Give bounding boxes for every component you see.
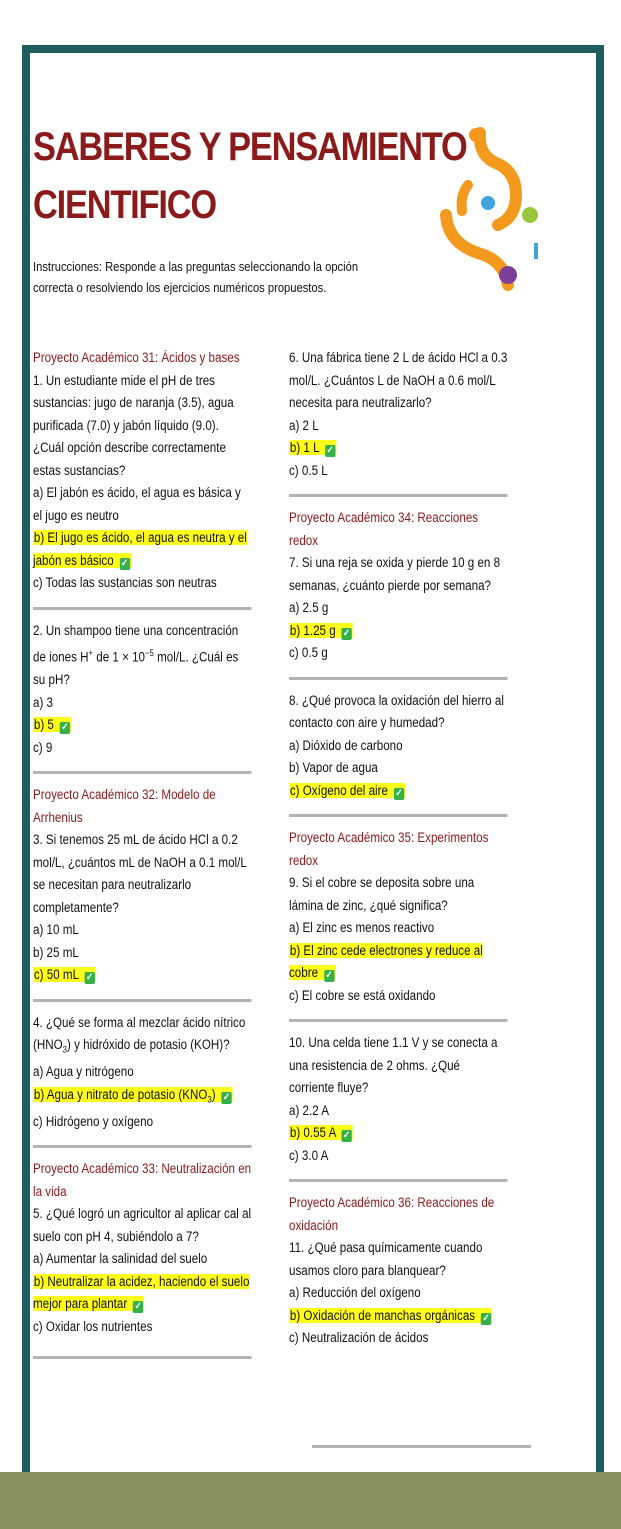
check-icon: ✓ xyxy=(121,557,129,569)
question-text: 8. ¿Qué provoca la oxidación del hierro al contacto con aire y humedad? xyxy=(289,692,504,730)
option-a[interactable]: a) Agua y nitrógeno xyxy=(33,1064,134,1080)
divider xyxy=(33,1145,251,1148)
option-b-correct[interactable]: b) El jugo es ácido, el agua es neutra y el jabón es básico ✓ xyxy=(33,530,247,569)
check-icon: ✓ xyxy=(343,1130,351,1141)
option-b[interactable]: b) 25 mL xyxy=(33,944,79,960)
option-b-correct[interactable]: b) Oxidación de manchas orgánicas ✓ xyxy=(289,1305,507,1328)
option-a[interactable]: a) El jabón es ácido, el agua es básica y el jugo es neutro xyxy=(33,485,241,523)
option-a[interactable]: a) Dióxido de carbono xyxy=(289,737,403,753)
option-c[interactable]: c) 0.5 g xyxy=(289,645,328,660)
question-text: 6. Una fábrica tiene 2 L de ácido HCl a 0.3 mol/L. ¿Cuántos L de NaOH a 0.6 mol/L necesita para neutralizarlo? xyxy=(289,350,508,410)
option-c[interactable]: c) 9 xyxy=(33,739,53,755)
check-icon: ✓ xyxy=(223,1091,231,1103)
check-icon: ✓ xyxy=(325,970,333,981)
project-heading-33: Proyecto Académico 33: Neutralización en la vida xyxy=(33,1161,252,1199)
bottom-divider xyxy=(312,1445,531,1448)
divider xyxy=(33,999,251,1002)
check-icon: ✓ xyxy=(61,722,69,733)
question-5 xyxy=(33,1158,251,1348)
option-c[interactable]: c) 3.0 A xyxy=(289,1147,329,1163)
project-heading-34: Proyecto Académico 34: Reacciones redox xyxy=(289,510,479,548)
question-3 xyxy=(33,784,251,997)
project-heading-31: Proyecto Académico 31: Ácidos y bases xyxy=(33,350,240,365)
option-b[interactable]: b) Vapor de agua xyxy=(289,760,378,775)
right-column xyxy=(289,347,545,1360)
question-text: 4. ¿Qué se forma al mezclar ácido nítrico $(HNO_3)$ y hidróxido de potasio (KOH)? xyxy=(33,1014,246,1055)
divider xyxy=(33,771,251,774)
option-c[interactable]: c) 0.5 L xyxy=(289,462,328,478)
option-a[interactable]: a) 2 L xyxy=(289,417,319,433)
question-7 xyxy=(289,507,507,675)
check-icon: ✓ xyxy=(395,787,403,799)
question-text: 7. Si una reja se oxida y pierde 10 g en 8 semanas, ¿cuánto pierde por semana? xyxy=(289,555,501,593)
project-heading-36: Proyecto Académico 36: Reacciones de oxidación xyxy=(289,1195,495,1233)
option-c-correct[interactable]: c) 50 mL ✓ xyxy=(33,964,251,987)
check-icon: ✓ xyxy=(85,972,94,983)
option-b-correct[interactable]: b) 0.55 A ✓ xyxy=(289,1122,507,1145)
check-icon: ✓ xyxy=(343,627,351,639)
question-text: 11. ¿Qué pasa químicamente cuando usamos cloro para blanquear? xyxy=(289,1240,483,1278)
option-b-correct[interactable]: b) Neutralizar la acidez, haciendo el suelo mejor para plantar ✓ xyxy=(33,1273,250,1313)
option-a[interactable]: a) 10 mL xyxy=(33,922,79,937)
page-title: SABERES Y PENSAMIENTO CIENTIFICO xyxy=(33,125,467,227)
option-a[interactable]: a) El zinc es menos reactivo xyxy=(289,920,435,935)
option-c[interactable]: c) Todas las sustancias son neutras xyxy=(33,575,217,590)
option-c[interactable]: c) Oxidar los nutrientes xyxy=(33,1318,153,1334)
check-icon: ✓ xyxy=(134,1301,142,1313)
check-icon: ✓ xyxy=(326,445,334,456)
question-text: 3. Si tenemos 25 mL de ácido HCl a 0.2 mol/L, ¿cuántos mL de NaOH a 0.1 mol/L se necesitan para neutralizarlo completamente? xyxy=(33,832,247,915)
divider xyxy=(289,814,507,817)
option-c[interactable]: c) Neutralización de ácidos xyxy=(289,1330,429,1345)
option-c[interactable]: c) El cobre se está oxidando xyxy=(289,987,436,1003)
bottom-band xyxy=(0,1472,621,1529)
people-logo-icon xyxy=(438,125,538,295)
option-a[interactable]: a) 3 xyxy=(33,694,54,710)
project-heading-35: Proyecto Académico 35: Experimentos redox xyxy=(289,830,489,868)
question-text: 9. Si el cobre se deposita sobre una lámina de zinc, ¿qué significa? xyxy=(289,875,475,913)
option-c[interactable]: c) Hidrógeno y oxígeno xyxy=(33,1113,154,1129)
question-8 xyxy=(289,690,507,813)
divider xyxy=(289,677,507,680)
question-9 xyxy=(289,827,507,1017)
divider xyxy=(33,1356,251,1359)
instructions: Instrucciones: Responde a las preguntas seleccionando la opción correcta o resolviendo los ejercicios numéricos propuestos. xyxy=(33,259,359,295)
check-icon: ✓ xyxy=(482,1312,490,1324)
question-text: 5. ¿Qué logró un agricultor al aplicar cal al suelo con pH 4, subiéndolo a 7? xyxy=(33,1206,252,1244)
option-b-correct[interactable]: b) 1.25 g ✓ xyxy=(289,620,507,643)
question-6 xyxy=(289,347,507,492)
left-column xyxy=(33,347,289,1369)
project-heading-32: Proyecto Académico 32: Modelo de Arrhenius xyxy=(33,787,216,825)
divider xyxy=(33,607,251,610)
option-a[interactable]: a) Aumentar la salinidad del suelo xyxy=(33,1251,208,1267)
question-1 xyxy=(33,347,251,605)
question-10 xyxy=(289,1032,507,1177)
option-b-correct[interactable]: b) El zinc cede electrones y reduce al cobre ✓ xyxy=(289,942,483,981)
divider xyxy=(289,1019,507,1022)
divider xyxy=(289,494,507,497)
option-a[interactable]: a) 2.2 A xyxy=(289,1102,330,1118)
divider xyxy=(289,1179,507,1182)
question-11 xyxy=(289,1192,507,1360)
option-a[interactable]: a) 2.5 g xyxy=(289,600,329,615)
question-text: 2. Un shampoo tiene una concentración de iones H+ de $1 \times 10^{-5}$ mol/L. ¿Cuál es su pH? xyxy=(33,622,239,687)
question-text: 1. Un estudiante mide el pH de tres sustancias: jugo de naranja (3.5), agua purificada (7.0) y jabón líquido (9.0). ¿Cuál opción describe correctamente estas sustancias? xyxy=(33,372,234,478)
question-text: 10. Una celda tiene 1.1 V y se conecta a una resistencia de 2 ohms. ¿Qué corriente fluye? xyxy=(289,1035,498,1095)
option-b-correct[interactable]: b) 5 ✓ xyxy=(33,714,251,737)
option-b-correct[interactable]: b) 1 L ✓ xyxy=(289,437,507,460)
question-2 xyxy=(33,620,251,770)
question-4 xyxy=(33,1012,251,1144)
option-b-correct[interactable]: b) Agua y nitrato de potasio $(KNO_3)$ ✓ xyxy=(33,1084,251,1111)
option-a[interactable]: a) Reducción del oxígeno xyxy=(289,1285,421,1300)
option-c-correct[interactable]: c) Oxígeno del aire ✓ xyxy=(289,780,507,803)
